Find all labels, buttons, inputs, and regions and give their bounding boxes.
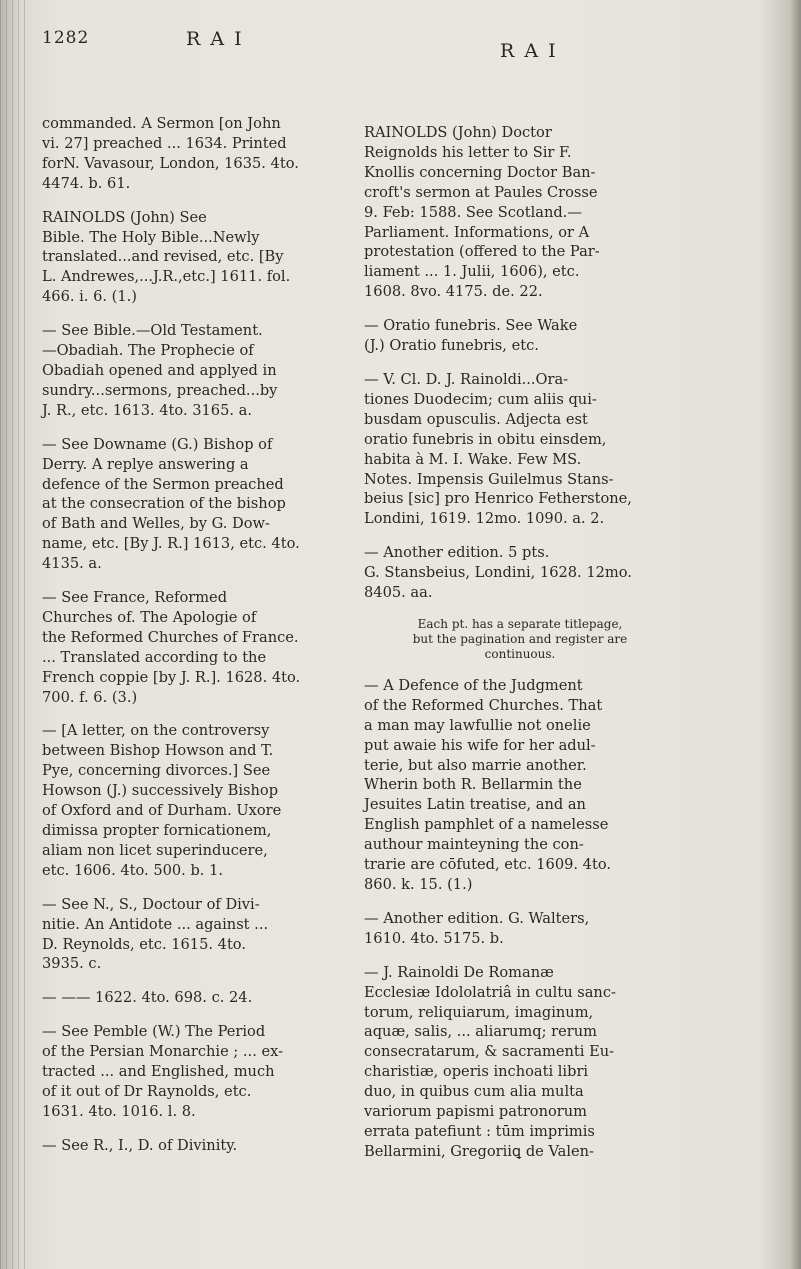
running-head-right: R A I xyxy=(500,40,558,62)
entry-line: Notes. Impensis Guilelmus Stans- xyxy=(364,470,614,488)
entry-line: 700. f. 6. (3.) xyxy=(42,688,138,706)
entry-line: continuous. xyxy=(484,646,556,661)
catalogue-entry xyxy=(364,676,676,895)
entry-line: English pamphlet of a namelesse xyxy=(364,816,609,834)
entry-line: — Another edition. G. Walters, xyxy=(364,909,590,927)
entry-line: put awaie his wife for her adul- xyxy=(364,736,596,754)
entry-line: 9. Feb: 1588. See Scotland.— xyxy=(364,203,582,221)
entry-line: Churches of. The Apologie of xyxy=(42,608,257,626)
entry-line: — J. Rainoldi De Romanæ xyxy=(364,963,554,981)
entry-line: translated...and revised, etc. [By xyxy=(42,248,284,266)
entry-line: name, etc. [By J. R.] 1613, etc. 4to. xyxy=(42,535,300,553)
entry-line: consecratarum, & sacramenti Eu- xyxy=(364,1043,615,1061)
entry-line: protestation (offered to the Par- xyxy=(364,243,600,261)
entry-line: at the consecration of the bishop xyxy=(42,495,286,513)
entry-line: — V. Cl. D. J. Rainoldi...Ora- xyxy=(364,370,569,388)
entry-line: Jesuites Latin treatise, and an xyxy=(364,796,586,814)
entry-line: Pye, concerning divorces.] See xyxy=(42,762,271,780)
entry-line: errata patefiunt : tūm imprimis xyxy=(364,1122,595,1140)
entry-line: — See N., S., Doctour of Divi- xyxy=(42,895,260,913)
entry-line: 3935. c. xyxy=(42,955,102,973)
entry-line: — See R., I., D. of Divinity. xyxy=(42,1136,238,1154)
entry-line: Bellarmini, Gregoriiꝗ de Valen- xyxy=(364,1142,594,1160)
entry-line: 8405. aa. xyxy=(364,584,433,602)
left-column xyxy=(42,114,350,1170)
entry-line: — Oratio funebris. See Wake xyxy=(364,317,578,335)
entry-line: Obadiah opened and applyed in xyxy=(42,361,277,379)
entry-line: ... Translated according to the xyxy=(42,648,267,666)
right-column xyxy=(364,123,676,1176)
entry-line: duo, in quibus cum alia multa xyxy=(364,1083,584,1101)
entry-line: 4474. b. 61. xyxy=(42,174,131,192)
entry-line: Londini, 1619. 12mo. 1090. a. 2. xyxy=(364,510,605,528)
entry-line: Bible. The Holy Bible...Newly xyxy=(42,228,260,246)
entry-line: Ecclesiæ Idololatriâ in cultu sanc- xyxy=(364,983,616,1001)
catalogue-entry xyxy=(42,321,350,421)
entry-line: — [A letter, on the controversy xyxy=(42,722,270,740)
entry-line: (J.) Oratio funebris, etc. xyxy=(364,337,539,355)
catalogue-entry xyxy=(42,1136,350,1156)
entry-line: J. R., etc. 1613. 4to. 3165. a. xyxy=(42,401,252,419)
entry-line: —Obadiah. The Prophecie of xyxy=(42,342,254,360)
catalogue-entry xyxy=(42,208,350,308)
entry-line: — A Defence of the Judgment xyxy=(364,676,583,694)
entry-line: commanded. A Sermon [on John xyxy=(42,115,281,132)
catalogue-note xyxy=(364,617,676,662)
entry-line: — See Bible.—Old Testament. xyxy=(42,322,263,340)
entry-line: — Another edition. 5 pts. xyxy=(364,544,550,562)
catalogue-entry xyxy=(364,963,676,1162)
entry-line: beius [sic] pro Henrico Fetherstone, xyxy=(364,490,632,508)
entry-line: etc. 1606. 4to. 500. b. 1. xyxy=(42,861,224,879)
entry-line: of it out of Dr Raynolds, etc. xyxy=(42,1082,252,1100)
catalogue-entry xyxy=(42,435,350,574)
entry-line: G. Stansbeius, Londini, 1628. 12mo. xyxy=(364,564,632,582)
entry-line: of Bath and Welles, by G. Dow- xyxy=(42,515,270,533)
entry-line: between Bishop Howson and T. xyxy=(42,742,274,760)
entry-line: liament ... 1. Julii, 1606), etc. xyxy=(364,263,580,281)
catalogue-entry xyxy=(364,909,676,949)
catalogue-entry xyxy=(364,543,676,603)
entry-line: of Oxford and of Durham. Uxore xyxy=(42,802,282,820)
catalogue-entry xyxy=(42,988,350,1008)
entry-line: charistiæ, operis inchoati libri xyxy=(364,1063,589,1081)
entry-line: — —— 1622. 4to. 698. c. 24. xyxy=(42,989,253,1007)
entry-line: 1631. 4to. 1016. l. 8. xyxy=(42,1102,196,1120)
entry-line: aquæ, salis, ... aliarumq; rerum xyxy=(364,1023,597,1041)
entry-line: tiones Duodecim; cum aliis qui- xyxy=(364,390,597,408)
entry-line: forN. Vavasour, London, 1635. 4to. xyxy=(42,154,299,172)
entry-line: Derry. A replye answering a xyxy=(42,455,249,473)
entry-line: sundry...sermons, preached...by xyxy=(42,381,278,399)
catalogue-entry xyxy=(364,123,676,302)
book-gutter xyxy=(0,0,26,1269)
entry-line: L. Andrewes,...J.R.,etc.] 1611. fol. xyxy=(42,268,291,286)
entry-line: trarie are cōfuted, etc. 1609. 4to. xyxy=(364,856,611,874)
entry-line: 1610. 4to. 5175. b. xyxy=(364,929,504,947)
catalogue-entry xyxy=(364,316,676,356)
entry-line: variorum papismi patronorum xyxy=(364,1103,587,1121)
entry-line: nitie. An Antidote ... against ... xyxy=(42,915,269,933)
entry-line: habita à M. I. Wake. Few MS. xyxy=(364,450,582,468)
entry-line: but the pagination and register are xyxy=(412,631,628,646)
entry-line: RAINOLDS (John) Doctor xyxy=(364,124,552,141)
entry-line: RAINOLDS (John) See xyxy=(42,208,207,226)
entry-line: of the Persian Monarchie ; ... ex- xyxy=(42,1043,284,1061)
entry-line: busdam opusculis. Adjecta est xyxy=(364,410,588,428)
entry-line: — See Downame (G.) Bishop of xyxy=(42,435,273,453)
entry-line: vi. 27] preached ... 1634. Printed xyxy=(42,134,287,152)
entry-line: a man may lawfullie not onelie xyxy=(364,716,591,734)
entry-line: 860. k. 15. (1.) xyxy=(364,876,473,893)
catalogue-entry xyxy=(42,895,350,975)
entry-line: 466. i. 6. (1.) xyxy=(42,288,137,306)
entry-line: Each pt. has a separate titlepage, xyxy=(417,616,623,631)
catalogue-entry xyxy=(42,721,350,880)
entry-line: Knollis concerning Doctor Ban- xyxy=(364,163,596,181)
entry-line: terie, but also marrie another. xyxy=(364,756,587,774)
catalogue-entry xyxy=(42,588,350,707)
entry-line: croft's sermon at Paules Crosse xyxy=(364,183,598,201)
entry-line: dimissa propter fornicationem, xyxy=(42,822,272,839)
entry-line: Howson (J.) successively Bishop xyxy=(42,782,279,800)
entry-line: French coppie [by J. R.]. 1628. 4to. xyxy=(42,668,301,686)
entry-line: authour mainteyning the con- xyxy=(364,836,584,854)
entry-line: torum, reliquiarum, imaginum, xyxy=(364,1003,594,1021)
catalogue-entry xyxy=(42,114,350,194)
entry-line: tracted ... and Englished, much xyxy=(42,1063,275,1081)
entry-line: 4135. a. xyxy=(42,555,102,573)
page-number: 1282 xyxy=(42,28,90,48)
entry-line: Wherin both R. Bellarmin the xyxy=(364,776,582,794)
entry-line: — See France, Reformed xyxy=(42,589,228,607)
entry-line: Reignolds his letter to Sir F. xyxy=(364,143,572,161)
entry-line: 1608. 8vo. 4175. de. 22. xyxy=(364,283,543,301)
running-head-left: R A I xyxy=(186,28,244,50)
entry-line: D. Reynolds, etc. 1615. 4to. xyxy=(42,935,246,953)
entry-line: oratio funebris in obitu einsdem, xyxy=(364,430,607,448)
entry-line: the Reformed Churches of France. xyxy=(42,628,299,646)
entry-line: of the Reformed Churches. That xyxy=(364,696,603,714)
catalogue-entry xyxy=(42,1022,350,1122)
entry-line: defence of the Sermon preached xyxy=(42,475,284,493)
catalogue-entry xyxy=(364,370,676,529)
entry-line: — See Pemble (W.) The Period xyxy=(42,1023,266,1041)
entry-line: aliam non licet superinducere, xyxy=(42,841,268,859)
entry-line: Parliament. Informations, or A xyxy=(364,223,590,241)
